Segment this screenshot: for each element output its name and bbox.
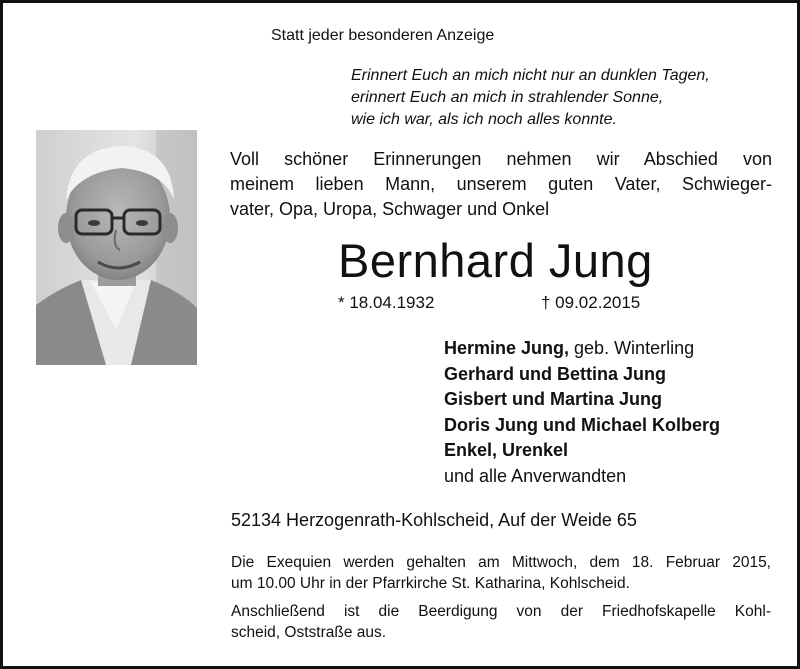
- birth-date: * 18.04.1932: [338, 293, 435, 312]
- address: 52134 Herzogenrath-Kohlscheid, Auf der Weide 65: [231, 510, 637, 530]
- family-name: Hermine Jung,: [444, 338, 570, 358]
- poem-line: wie ich war, als ich noch alles konnte.: [351, 111, 617, 128]
- funeral-info: [231, 552, 771, 643]
- family-row: [444, 387, 720, 413]
- burial-line: scheid, Oststraße aus.: [231, 624, 387, 641]
- family-row: [444, 336, 720, 362]
- family-row: [444, 438, 720, 464]
- family-note: und alle Anverwandten: [444, 465, 627, 486]
- funeral-line: Die Exequien werden gehalten am Mittwoch, dem 18. Februar 2015,: [231, 554, 771, 571]
- portrait-photo: [36, 130, 197, 365]
- family-name: Gisbert und Martina Jung: [444, 389, 663, 409]
- poem-line: Erinnert Euch an mich nicht nur an dunklen Tagen,: [351, 67, 710, 84]
- header-text: Statt jeder besonderen Anzeige: [271, 27, 495, 44]
- intro-text: [230, 147, 772, 222]
- intro-line: Voll schöner Erinnerungen nehmen wir Abschied von: [230, 149, 772, 169]
- family-row: [444, 464, 720, 490]
- funeral-line: um 10.00 Uhr in der Pfarrkirche St. Katharina, Kohlscheid.: [231, 575, 630, 592]
- intro-line: vater, Opa, Uropa, Schwager und Onkel: [230, 199, 550, 219]
- family-name: Gerhard und Bettina Jung: [444, 363, 667, 384]
- death-date: † 09.02.2015: [541, 293, 641, 312]
- family-list: [444, 336, 720, 489]
- poem-line: erinnert Euch an mich in strahlender Sonne,: [351, 89, 664, 106]
- family-row: [444, 413, 720, 439]
- family-note: geb. Winterling: [569, 338, 695, 358]
- family-name: Doris Jung und Michael Kolberg: [444, 414, 721, 435]
- deceased-name: Bernhard Jung: [338, 234, 653, 287]
- family-row: [444, 362, 720, 388]
- family-name: Enkel, Urenkel: [444, 440, 569, 460]
- burial-line: Anschließend ist die Beerdigung von der Friedhofskapelle Kohl-: [231, 603, 771, 620]
- poem: [351, 65, 710, 131]
- intro-line: meinem lieben Mann, unserem guten Vater, Schwieger-: [230, 174, 772, 194]
